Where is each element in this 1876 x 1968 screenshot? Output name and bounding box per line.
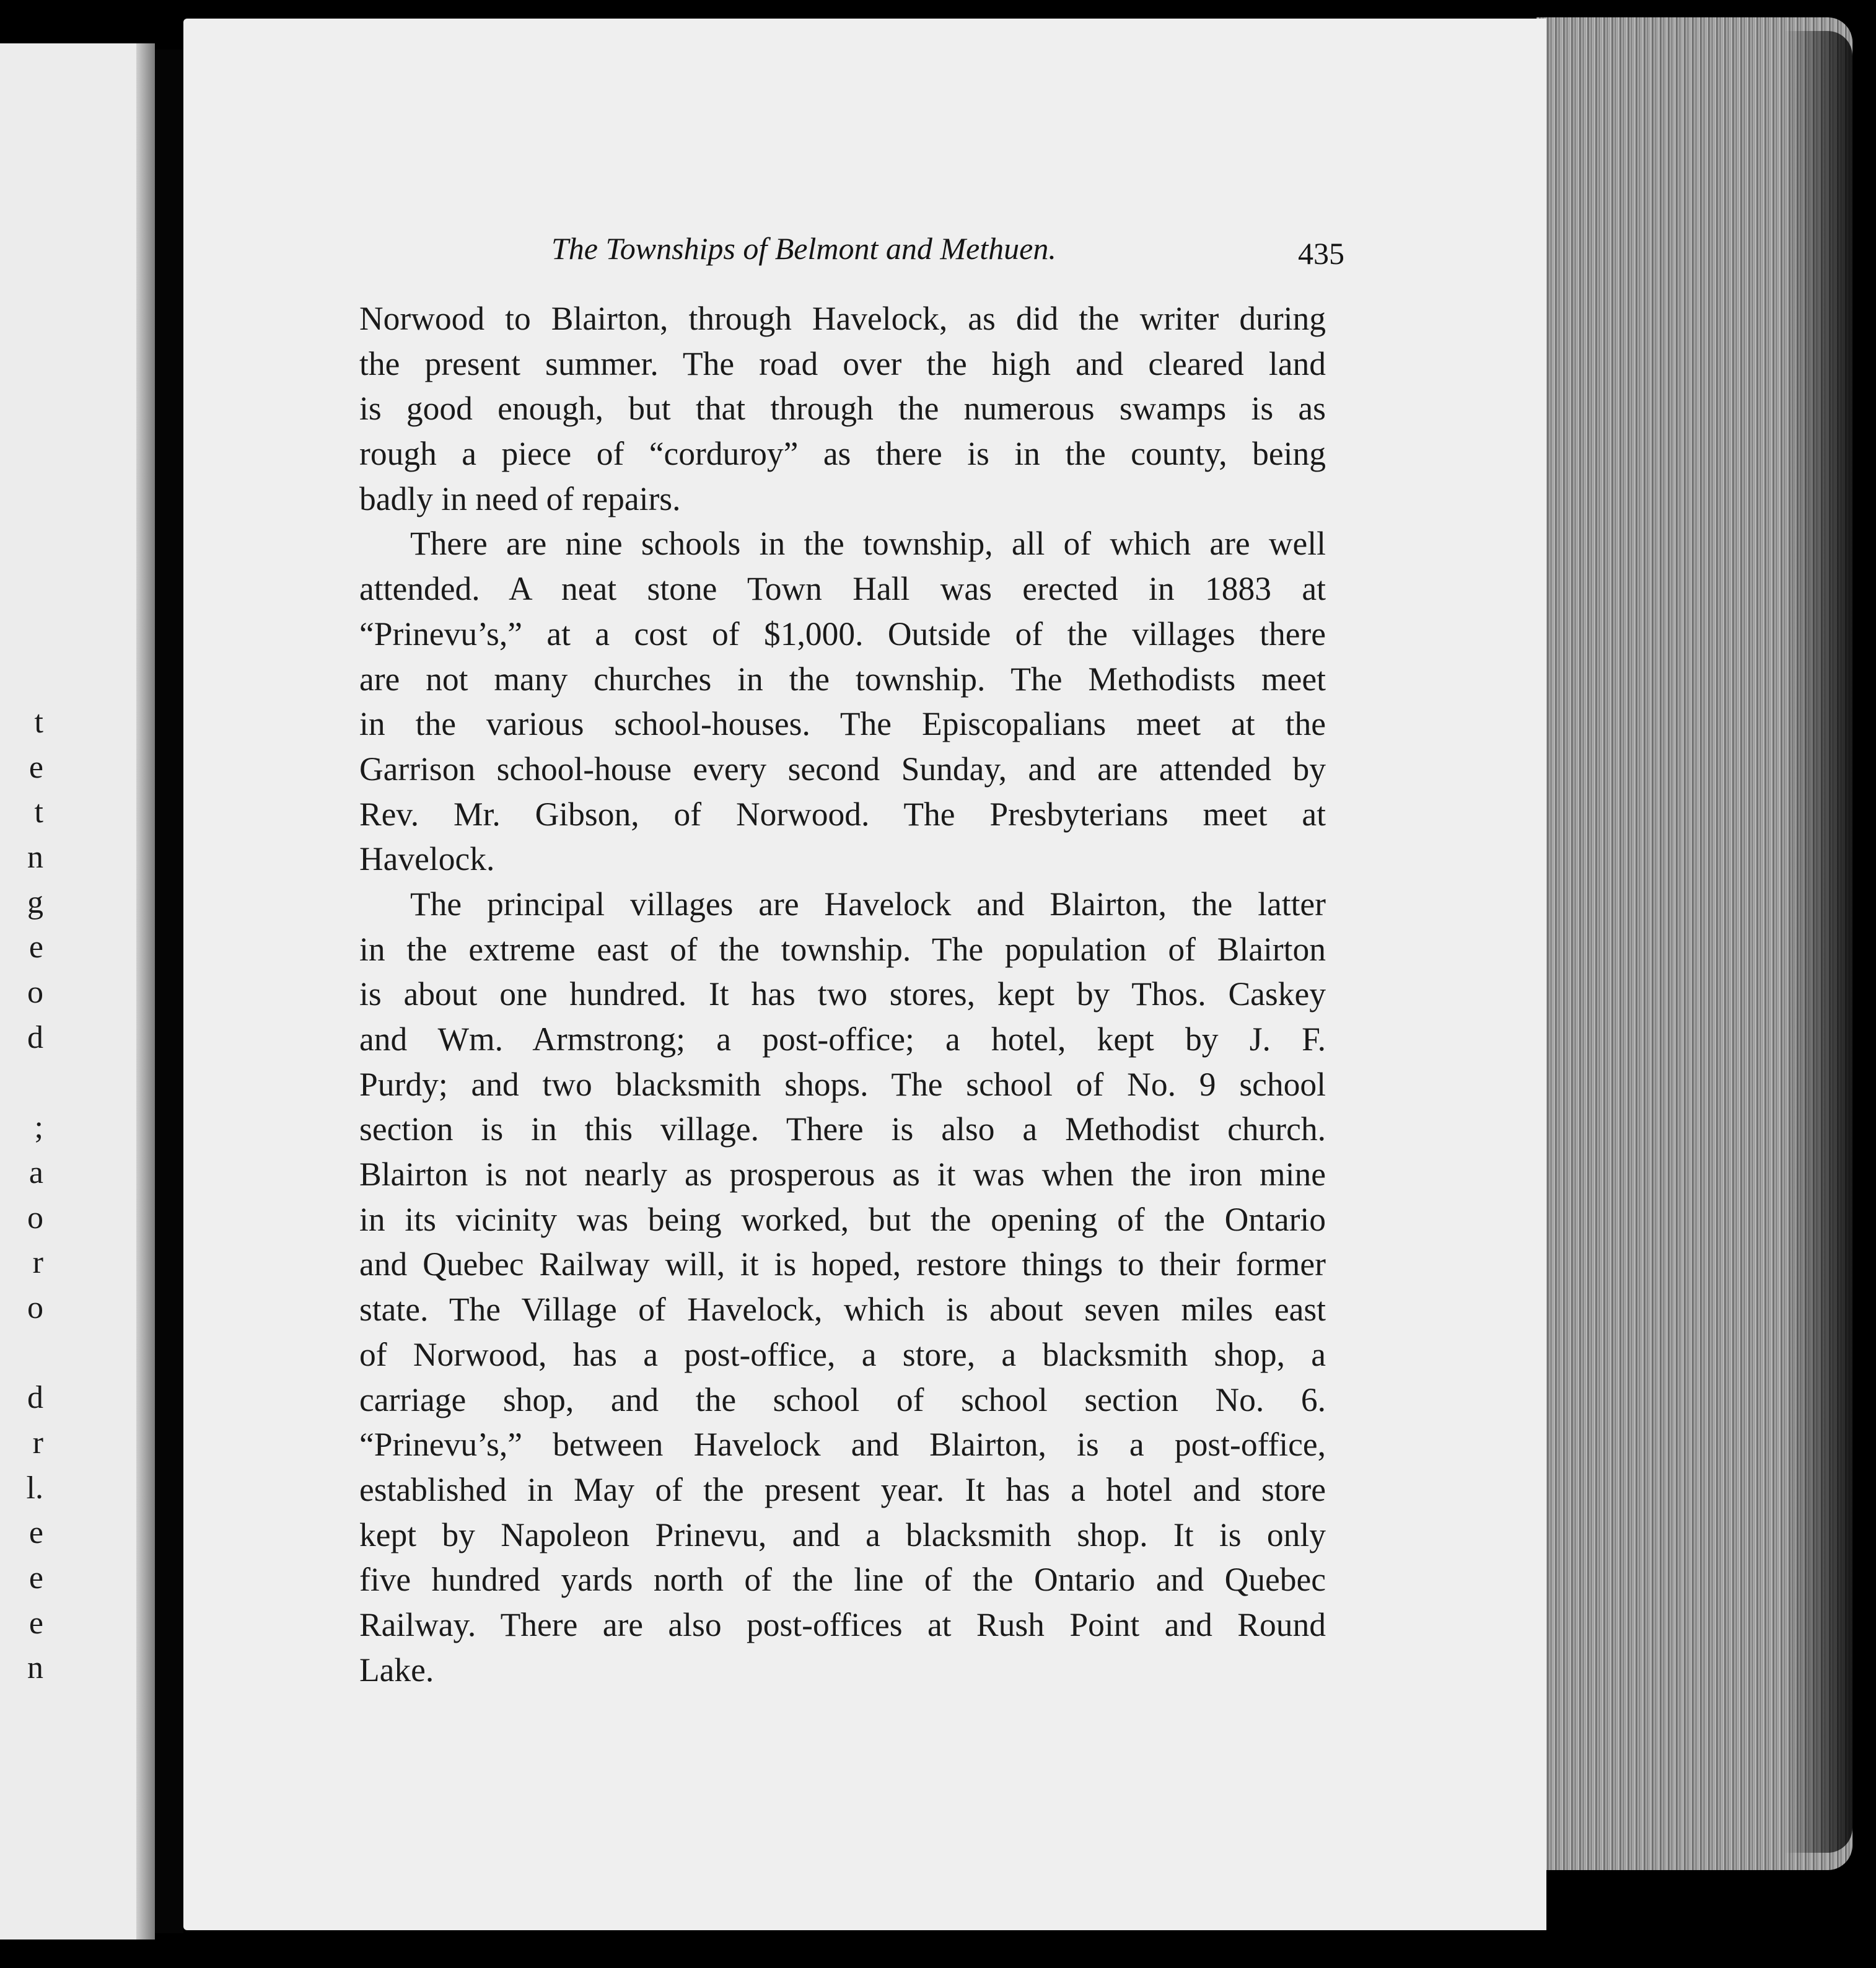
text-line: Railway. There are also post-offices at Rush Point and Round	[359, 1606, 1326, 1643]
text-line: are not many churches in the township. The Methodists meet	[359, 660, 1326, 698]
cut-off-letter	[0, 1061, 43, 1106]
text-line: There are nine schools in the township, all of which are well	[410, 525, 1326, 563]
text-line: rough a piece of “corduroy” as there is in the county, being	[359, 435, 1326, 473]
paragraph	[359, 521, 1326, 882]
page-number: 435	[1298, 236, 1344, 271]
text-line: is good enough, but that through the numerous swamps is as	[359, 390, 1326, 428]
page-block-shadow	[1784, 31, 1852, 1853]
text-line: The principal villages are Havelock and Blairton, the latter	[410, 885, 1326, 923]
previous-page-gutter	[136, 43, 155, 1939]
cut-off-letter: n	[27, 1650, 43, 1686]
cut-off-letter: o	[27, 975, 43, 1011]
paragraph	[359, 882, 1326, 1692]
text-line: Purdy; and two blacksmith shops. The school of No. 9 school	[359, 1065, 1326, 1103]
cut-off-letter: o	[27, 1200, 43, 1236]
cut-off-letter: r	[32, 1425, 43, 1461]
cut-off-letter: ;	[34, 1110, 43, 1146]
text-line: of Norwood, has a post-office, a store, a blacksmith shop, a	[359, 1335, 1326, 1373]
text-line: Rev. Mr. Gibson, of Norwood. The Presbyterians meet at	[359, 795, 1326, 833]
text-line: state. The Village of Havelock, which is about seven miles east	[359, 1291, 1326, 1329]
cut-off-letter: e	[28, 1605, 43, 1641]
running-title: The Townships of Belmont and Methuen.	[551, 231, 1056, 266]
cut-off-letter: e	[28, 1560, 43, 1596]
cut-off-letter: t	[34, 794, 43, 830]
text-line: badly in need of repairs.	[359, 480, 681, 517]
cut-off-letter	[0, 1331, 43, 1376]
text-line: and Wm. Armstrong; a post-office; a hotel, kept by J. F.	[359, 1021, 1326, 1058]
text-line: carriage shop, and the school of school section No. 6.	[359, 1381, 1326, 1418]
cut-off-letter: n	[27, 840, 43, 876]
text-line: kept by Napoleon Prinevu, and a blacksmith shop. It is only	[359, 1516, 1326, 1553]
text-line: five hundred yards north of the line of the Ontario and Quebec	[359, 1561, 1326, 1599]
cut-off-letter: d	[27, 1019, 43, 1055]
text-line: Lake.	[359, 1651, 434, 1689]
text-line: and Quebec Railway will, it is hoped, restore things to their former	[359, 1245, 1326, 1283]
cut-off-letter: t	[34, 705, 43, 740]
text-line: in the extreme east of the township. The population of Blairton	[359, 930, 1326, 968]
cut-off-letter: e	[28, 929, 43, 965]
cut-off-letter: r	[32, 1245, 43, 1281]
text-line: attended. A neat stone Town Hall was erected in 1883 at	[359, 570, 1326, 608]
text-line: Garrison school-house every second Sunday, and are attended by	[359, 750, 1326, 788]
text-line: Norwood to Blairton, through Havelock, as did the writer during	[359, 300, 1326, 337]
text-line: established in May of the present year. It has a hotel and store	[359, 1470, 1326, 1508]
cut-off-letter: o	[27, 1289, 43, 1325]
text-line: in its vicinity was being worked, but the opening of the Ontario	[359, 1200, 1326, 1238]
text-line: the present summer. The road over the high and cleared land	[359, 345, 1326, 382]
cut-off-letter: e	[28, 1515, 43, 1551]
text-line: in the various school-houses. The Episcopalians meet at the	[359, 705, 1326, 743]
cut-off-letter: l.	[26, 1470, 43, 1506]
cut-off-letter: e	[28, 749, 43, 785]
cut-off-letter: d	[27, 1380, 43, 1416]
previous-page-cut-off-text	[0, 700, 43, 1691]
cut-off-letter: g	[27, 884, 43, 920]
text-line: Blairton is not nearly as prosperous as it was when the iron mine	[359, 1156, 1326, 1193]
paragraph	[359, 296, 1326, 521]
text-line: section is in this village. There is also a Methodist church.	[359, 1110, 1326, 1148]
text-line: “Prinevu’s,” at a cost of $1,000. Outside of the villages there	[359, 615, 1326, 652]
text-line: is about one hundred. It has two stores, kept by Thos. Caskey	[359, 975, 1326, 1013]
text-line: “Prinevu’s,” between Havelock and Blairton, is a post-office,	[359, 1426, 1326, 1464]
text-line: Havelock.	[359, 840, 495, 878]
cut-off-letter: a	[28, 1154, 43, 1190]
book-spine	[155, 50, 183, 1933]
page-body-text	[359, 296, 1326, 1692]
